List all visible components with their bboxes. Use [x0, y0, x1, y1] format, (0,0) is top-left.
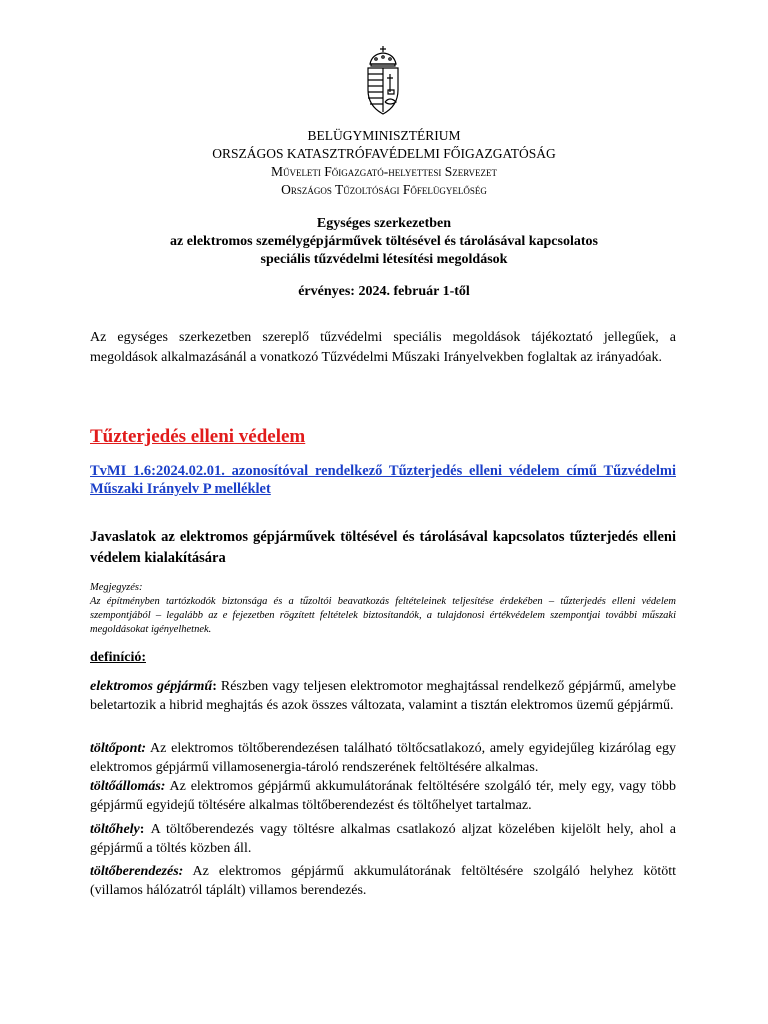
title-line-3: speciális tűzvédelmi létesítési megoldások	[260, 252, 508, 267]
title-line-1: Egységes szerkezetben	[316, 216, 452, 231]
definitions-heading: definíció:	[90, 650, 146, 665]
title-line-2: az elektromos személygépjárművek töltésével és tárolásával kapcsolatos	[170, 234, 598, 249]
definition-item	[90, 777, 676, 815]
hungarian-coat-of-arms-icon	[360, 44, 406, 120]
inspectorate-name: Országos Tűzoltósági Főfelügyelőség	[281, 182, 487, 197]
section-heading: Tűzterjedés elleni védelem	[90, 426, 306, 447]
ministry-name: BELÜGYMINISZTÉRIUM	[307, 128, 461, 143]
note-label: Megjegyzés:	[90, 582, 143, 593]
definition-item	[90, 739, 676, 777]
department-name: Műveleti Főigazgató-helyettesi Szervezet	[270, 164, 498, 179]
definition-term: töltőpont:	[90, 741, 147, 756]
validity-date: érvényes: 2024. február 1-től	[298, 284, 470, 299]
definition-term: töltőhely	[90, 822, 140, 837]
definition-text: Az elektromos töltőberendezésen található töltőcsatlakozó, amely egyidejűleg kizárólag egy elektromos gépjármű villamosenergia-tároló rendszerének feltöltésére alkalmas.	[90, 741, 676, 775]
intro-paragraph: Az egységes szerkezetben szereplő tűzvédelmi speciális megoldások tájékoztató jellegűek, a megoldások alkalmazásánál a vonatkozó Tűzvédelmi Műszaki Irányelvekben foglaltak az irányadóak.	[90, 330, 676, 365]
definition-term: töltőállomás:	[90, 779, 166, 794]
directorate-name: ORSZÁGOS KATASZTRÓFAVÉDELMI FŐIGAZGATÓSÁG	[212, 146, 556, 161]
definition-text: Az elektromos gépjármű akkumulátorának feltöltésére szolgáló tér, mely egy, vagy több gépjármű egyidejű töltésére alkalmas töltőberendezést és töltőhelyet tartalmaz.	[90, 779, 676, 813]
definition-text: Részben vagy teljesen elektromotor meghajtással rendelkező gépjármű, amelybe beletartozik a hibrid meghajtás és azok összes változata, valamint a tisztán elektromos üzemű gépjármű.	[90, 679, 676, 713]
definition-item: töltőhely: A töltőberendezés vagy töltésre alkalmas csatlakozó aljzat közelében kijelölt hely, ahol a gépjármű a töltés közben áll.	[90, 822, 676, 856]
document-title	[0, 215, 768, 269]
definition-text: A töltőberendezés vagy töltésre alkalmas csatlakozó aljzat közelében kijelölt hely, ahol a gépjármű a töltés közben áll.	[90, 822, 676, 856]
definition-item: elektromos gépjármű: Részben vagy teljesen elektromotor meghajtással rendelkező gépjármű, amelybe beletartozik a hibrid meghajtás és azok összes változata, valamint a tisztán elektromos üzemű gépjármű.	[90, 679, 676, 713]
note-block	[90, 581, 676, 637]
note-text: Az építményben tartózkodók biztonsága és a tűzoltói beavatkozás feltételeinek teljesítése érdekében – tűzterjedés elleni védelem szempontjából – legalább az e fejezetben rögzített feltételek biztosítandók, a tulajdonosi értékvédelem szempontjai további műszaki megoldásokat igényelhetnek.	[90, 596, 676, 635]
definition-term: töltőberendezés:	[90, 864, 184, 879]
guideline-link[interactable]: TvMI 1.6:2024.02.01. azonosítóval rendelkező Tűzterjedés elleni védelem című Tűzvédelmi Műszaki Irányelv P melléklet	[90, 463, 676, 497]
section-subheading: Javaslatok az elektromos gépjárművek töltésével és tárolásával kapcsolatos tűzterjedés elleni védelem kialakítására	[90, 529, 676, 566]
issuer-header	[0, 127, 768, 199]
definition-text: Az elektromos gépjármű akkumulátorának feltöltésére szolgáló helyhez kötött (villamos hálózatról táplált) villamos berendezés.	[90, 864, 676, 898]
definition-term: elektromos gépjármű	[90, 679, 213, 694]
definition-item	[90, 862, 676, 900]
